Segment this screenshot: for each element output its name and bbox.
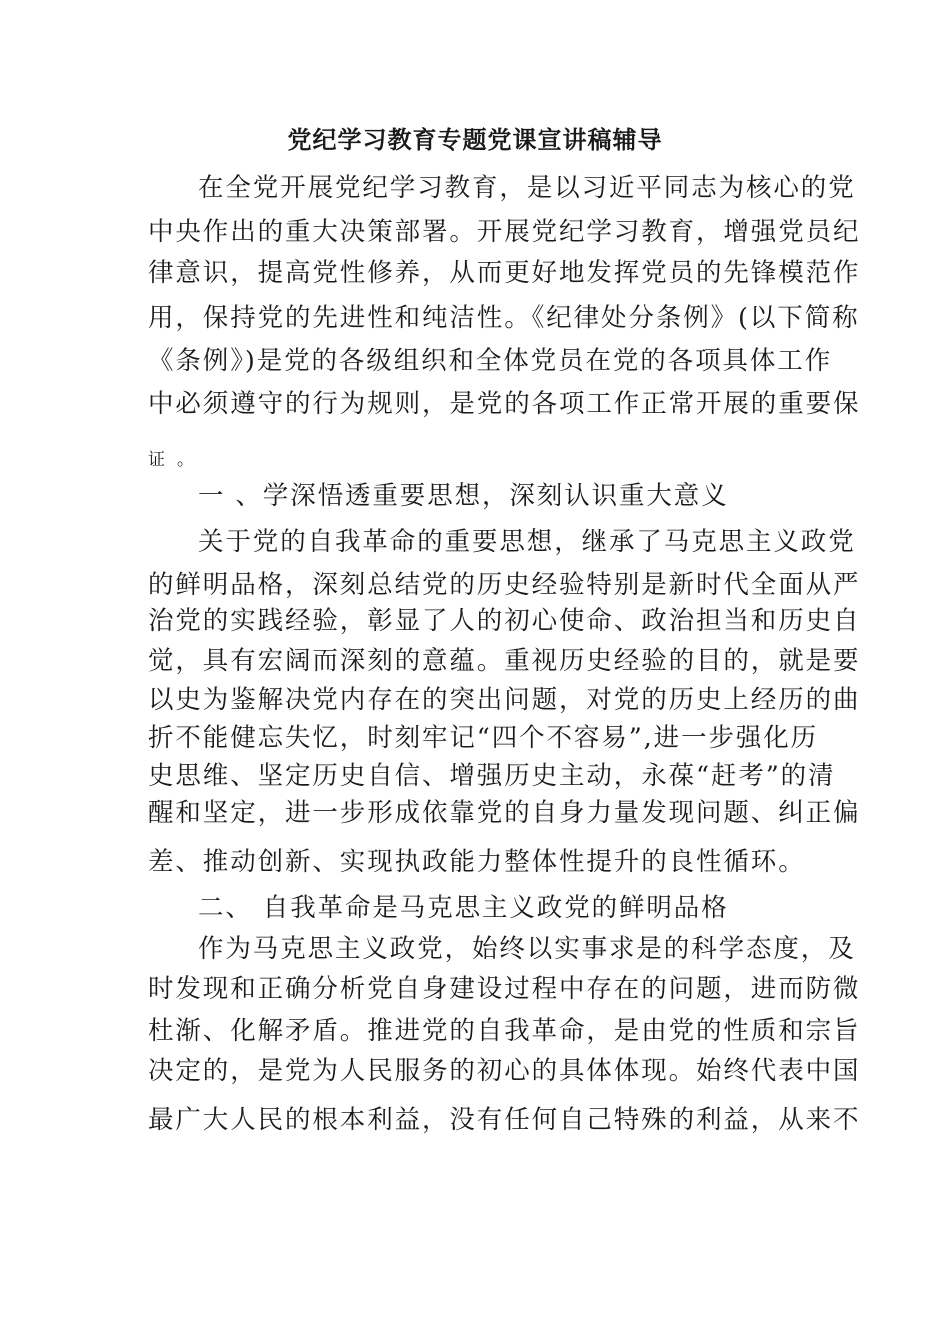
paragraph-line: 用，保持党的先进性和纯洁性。《纪律处分条例》(以下简称 bbox=[148, 303, 860, 333]
paragraph-line: 差、推动创新、实现执政能力整体性提升的良性循环。 bbox=[148, 847, 806, 877]
paragraph-line: 以史为鉴解决党内存在的突出问题，对党的历史上经历的曲 bbox=[148, 685, 861, 715]
paragraph-line: 最广大人民的根本利益，没有任何自己特殊的利益，从来不 bbox=[148, 1105, 861, 1135]
paragraph-line: 证。 bbox=[148, 450, 206, 470]
paragraph-line: 醒和坚定，进一步形成依靠党的自身力量发现问题、纠正偏 bbox=[148, 798, 861, 828]
paragraph-line: 史思维、坚定历史自信、增强历史主动，永葆“赶考”的清 bbox=[148, 761, 836, 791]
paragraph-line: 决定的，是党为人民服务的初心的具体体现。始终代表中国 bbox=[148, 1056, 861, 1086]
paragraph-line: 作为马克思主义政党，始终以实事求是的科学态度，及 bbox=[198, 934, 856, 964]
paragraph-line: 时发现和正确分析党自身建设过程中存在的问题，进而防微 bbox=[148, 974, 861, 1004]
paragraph-line: 治党的实践经验，彰显了人的初心使命、政治担当和历史自 bbox=[148, 606, 861, 636]
paragraph-line: 在全党开展党纪学习教育，是以习近平同志为核心的党 bbox=[198, 173, 856, 203]
paragraph-line: 《条例》)是党的各级组织和全体党员在党的各项具体工作 bbox=[148, 346, 833, 376]
paragraph-line: 关于党的自我革命的重要思想，继承了马克思主义政党 bbox=[198, 527, 856, 557]
paragraph-line: 觉，具有宏阔而深刻的意蕴。重视历史经验的目的，就是要 bbox=[148, 646, 861, 676]
paragraph-line: 中央作出的重大决策部署。开展党纪学习教育，增强党员纪 bbox=[148, 217, 861, 247]
paragraph-line: 杜渐、化解矛盾。推进党的自我革命，是由党的性质和宗旨 bbox=[148, 1016, 861, 1046]
section-heading: 二、 自我革命是马克思主义政党的鲜明品格 bbox=[198, 893, 729, 923]
paragraph-line: 的鲜明品格，深刻总结党的历史经验特别是新时代全面从严 bbox=[148, 570, 861, 600]
paragraph-line: 中必须遵守的行为规则，是党的各项工作正常开展的重要保 bbox=[148, 389, 861, 419]
paragraph-line: 折不能健忘失忆，时刻牢记“四个不容易”,进一步强化历 bbox=[148, 723, 819, 753]
section-heading: 一 、学深悟透重要思想，深刻认识重大意义 bbox=[198, 481, 729, 511]
paragraph-line: 律意识，提高党性修养，从而更好地发挥党员的先锋模范作 bbox=[148, 258, 861, 288]
document-title: 党纪学习教育专题党课宣讲稿辅导 bbox=[287, 125, 663, 154]
